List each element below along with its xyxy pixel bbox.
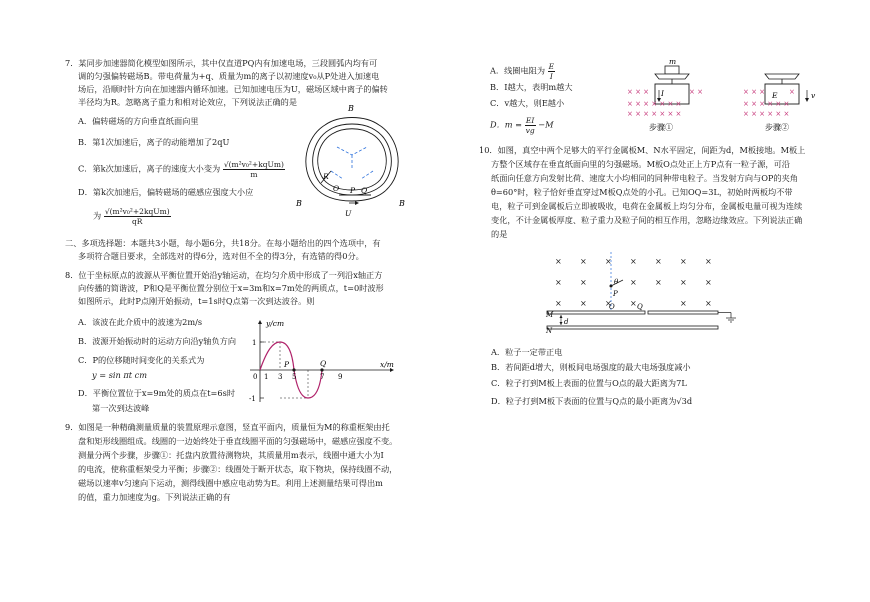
q8-y-tick-1: 1	[252, 339, 257, 347]
q7-label-b-top: B	[348, 104, 354, 113]
q8-point-q	[320, 368, 323, 371]
svg-text:×: ×	[655, 257, 662, 266]
svg-text:×: ×	[605, 299, 612, 308]
q9-option-a-denominator: I	[549, 72, 553, 81]
q7-label-r: R	[323, 172, 329, 181]
q8-option-d-line-2: 第一次到达波峰	[92, 403, 150, 413]
q8-x-tick-9: 9	[338, 373, 343, 381]
q10-label-n: N	[546, 327, 553, 335]
svg-text:×: ×	[630, 278, 637, 287]
svg-text:×: ×	[705, 278, 712, 287]
q10-line-1: 10．如图，真空中两个足够大的平行金属板M、N水平固定，间距为d，M板接地。M板上	[479, 145, 806, 155]
q9-option-d-label: D．m =	[490, 119, 522, 130]
q9-step1-figure	[627, 57, 703, 132]
svg-text:× × × × × × ×: × × × × × × ×	[627, 100, 682, 108]
q9-line-2: 盘和矩形线圈组成。线圈的一边始终处于垂直线圈平面的匀强磁场中，磁感应强度不变。	[78, 436, 398, 446]
q9-step-figures	[625, 56, 825, 134]
q7-option-d-fraction	[104, 207, 171, 226]
q7-option-d-denominator: qR	[132, 217, 143, 226]
q8-line-1: 8．位于坐标原点的波源从平衡位置开始沿y轴运动，在均匀介质中形成了一列沿x轴正方	[65, 270, 383, 280]
q7-option-c-denominator: m	[250, 170, 258, 179]
q10-option-b: B．若间距d增大，则板间电场强度的最大电场强度减小	[491, 362, 691, 372]
q10-plate-m-left	[547, 311, 645, 314]
q7-label-b-right: B	[399, 199, 405, 208]
q7-option-d-prefix: 为	[93, 210, 102, 221]
q9-step2-label: 步骤②	[765, 123, 789, 132]
q8-point-p	[292, 368, 295, 371]
q7-label-q: Q	[361, 186, 368, 195]
q7-label-p: P	[350, 186, 356, 195]
q7-option-d-numerator: √(m²v₀²+2kqUm)	[104, 207, 170, 216]
q10-line-3: 纸面向任意方向发射比荷、速度大小均相同的同种带电粒子。当发射方向与OP的夹角	[491, 173, 798, 183]
q7-line-4: 半径均为R。忽略离子重力和相对论效应，下列说法正确的是	[78, 97, 298, 107]
q7-option-d-value	[93, 207, 171, 226]
q8-line-3: 如图所示，此时P点刚开始振动，t=1s时Q点第一次到达波谷。则	[78, 296, 315, 306]
svg-text:× × × × × ×: × × × × × ×	[743, 110, 790, 118]
q8-option-c: C．P的位移随时间变化的关系式为	[78, 355, 205, 365]
q7-accelerator-figure	[295, 103, 410, 220]
q10-point-p	[610, 285, 613, 288]
q10-line-5: 电，粒子可到金属板后立即被吸收，电荷在金属板上均匀分布，金属板电量可视为连续	[491, 201, 803, 211]
q9-option-a-numerator: E	[548, 62, 555, 71]
q8-option-d: D．平衡位置位于x=9m处的质点在t=6s时	[78, 388, 236, 398]
q7-label-b-left: B	[296, 199, 302, 208]
q10-label-theta: θ	[614, 278, 619, 286]
section-2-line-1: 二、多项选择题：本题共3小题，每小题6分，共18分。在每小题给出的四个选项中，有	[65, 238, 381, 248]
q8-option-b: B．波源开始振动时的运动方向沿y轴负方向	[78, 336, 237, 346]
q7-line-1: 7．某同步加速器简化模型如图所示，其中仅直道PQ内有加速电场，三段圆弧内均有可	[65, 58, 378, 68]
q7-option-c	[78, 160, 285, 179]
svg-text:×: ×	[630, 257, 637, 266]
svg-text:× × ×: × × ×	[743, 88, 766, 96]
q9-option-a-fraction	[548, 62, 555, 81]
q9-label-v: v	[811, 91, 816, 100]
q10-label-o: O	[609, 303, 615, 311]
q7-option-a: A．偏转磁场的方向垂直纸面向里	[78, 116, 199, 126]
q10-line-6: 变化，不计金属板厚度、粒子重力及粒子间的相互作用，忽略边缘效应。下列说法正确	[491, 215, 803, 225]
q10-label-q: Q	[637, 303, 643, 311]
q8-origin-label: 0	[253, 373, 258, 381]
svg-text:×: ×	[680, 257, 687, 266]
q8-x-tick-1: 1	[264, 373, 269, 381]
q9-line-6: 的值，重力加速度为g。下列说法正确的有	[78, 492, 231, 502]
q7-label-o: O	[333, 184, 340, 193]
q8-option-c-formula: y = sin πt cm	[92, 370, 148, 380]
q8-x-tick-5: 5	[292, 373, 297, 381]
section-2-line-2: 多项符合题目要求，全部选对的得6分，选对但不全的得3分，有选错的得0分。	[78, 251, 364, 261]
q10-line-7: 的是	[491, 229, 508, 239]
q8-x-tick-3: 3	[278, 373, 283, 381]
q9-option-d-denominator: vg	[525, 126, 535, 135]
q10-option-d: D．粒子打到M板下表面的位置与Q点的最小距离为√3d	[491, 396, 693, 406]
q7-option-b: B．第1次加速后，离子的动能增加了2qU	[78, 137, 230, 147]
svg-text:× × × × × ×: × × × × × ×	[743, 100, 790, 108]
q8-y-label: y/cm	[266, 319, 285, 328]
q7-label-u: U	[345, 209, 352, 218]
q8-line-2: 向传播的简谐波，P和Q是平衡位置分别位于x=3m和x=7m处的两质点，t=0时波形	[78, 283, 384, 293]
svg-text:×: ×	[680, 299, 687, 308]
svg-text:×: ×	[630, 299, 637, 308]
svg-text:×: ×	[605, 257, 612, 266]
q9-option-d-fraction	[525, 116, 536, 135]
q9-line-5: 磁场以速率v匀速向下运动，测得线圈中感应电动势为E。利用上述测量结果可得出m	[78, 478, 383, 488]
q9-step2-figure	[743, 74, 816, 132]
q7-option-c-numerator: √(m²v₀²+kqUm)	[223, 160, 284, 169]
svg-text:×: ×	[680, 278, 687, 287]
q8-label-q: Q	[320, 359, 327, 368]
q9-option-c: C．v越大，则E越小	[490, 98, 565, 108]
q8-x-tick-7: 7	[320, 373, 325, 381]
q9-option-b: B．I越大，表明m越大	[490, 82, 573, 92]
svg-text:×: ×	[580, 257, 587, 266]
svg-text:× × ×: × × ×	[627, 88, 650, 96]
q7-line-2: 调的匀强偏转磁场B。带电荷量为+q、质量为m的离子以初速度v₀从P处进入加速电	[78, 71, 380, 81]
svg-text:×: ×	[580, 299, 587, 308]
q9-option-a-label: A．线圈电阻为	[490, 65, 546, 76]
svg-text:×: ×	[789, 88, 795, 96]
q10-label-d: d	[564, 318, 569, 326]
svg-text:×: ×	[705, 299, 712, 308]
q10-option-c: C．粒子打到M板上表面的位置与O点的最大距离为7L	[491, 378, 687, 388]
q9-option-a	[490, 62, 555, 81]
svg-text:×: ×	[655, 278, 662, 287]
q10-line-4: θ=60°时，粒子恰好垂直穿过M板Q点处的小孔。已知OQ=3L，初始时两板均不带	[491, 187, 793, 197]
q10-plate-n	[547, 326, 718, 329]
svg-text:×: ×	[580, 278, 587, 287]
svg-text:×: ×	[705, 257, 712, 266]
q10-plate-m-right	[648, 311, 718, 314]
q9-line-1: 9．如图是一种精确测量质量的装置原理示意图，竖直平面内，质量恒为M的称重框架由托	[65, 422, 390, 432]
q9-label-m: m	[669, 57, 677, 66]
q9-step1-label: 步骤①	[649, 123, 673, 132]
svg-text:×: ×	[555, 257, 562, 266]
q10-plates-figure	[547, 248, 747, 338]
svg-text:× × × × × × ×: × × × × × × ×	[627, 110, 682, 118]
q10-label-p: P	[613, 290, 618, 298]
q10-line-2: 方整个区域存在垂直纸面向里的匀强磁场。M板O点处正上方P点有一粒子源，可沿	[491, 159, 790, 169]
q8-x-label: x/m	[380, 360, 394, 369]
q9-label-e: E	[772, 91, 778, 100]
q9-line-4: 的电流，使称重框架受力平衡；步骤②：线圈处于断开状态，取下物块，保持线圈不动，	[78, 464, 398, 474]
q8-option-a: A．该波在此介质中的波速为2m/s	[78, 317, 203, 327]
q8-y-tick-neg1: -1	[249, 395, 256, 403]
svg-text:× ×: × ×	[689, 88, 703, 96]
svg-text:×: ×	[555, 299, 562, 308]
q9-option-d	[490, 116, 554, 135]
q7-line-3: 场后，沿顺时针方向在加速器内循环加速。已知加速电压为U，磁场区域中离子的偏转	[78, 84, 388, 94]
q10-option-a: A．粒子一定带正电	[491, 347, 563, 357]
q8-wave-graph	[240, 318, 400, 406]
q7-option-c-fraction	[223, 160, 285, 179]
q9-line-3: 测量分两个步骤，步骤①：托盘内放置待测物块，其质量用m表示，线圈中通大小为I	[78, 450, 384, 460]
svg-text:×: ×	[555, 278, 562, 287]
q9-option-d-numerator: EI	[525, 116, 535, 125]
q8-label-p: P	[284, 360, 290, 369]
q9-option-d-suffix: −M	[538, 119, 554, 130]
q7-option-d: D．第k次加速后，偏转磁场的磁感应强度大小应	[78, 187, 254, 197]
right-column	[435, 0, 870, 602]
q7-option-c-label: C．第k次加速后，离子的速度大小变为	[78, 163, 221, 174]
q10-label-m: M	[546, 311, 554, 319]
q9-label-i: I	[661, 89, 664, 98]
